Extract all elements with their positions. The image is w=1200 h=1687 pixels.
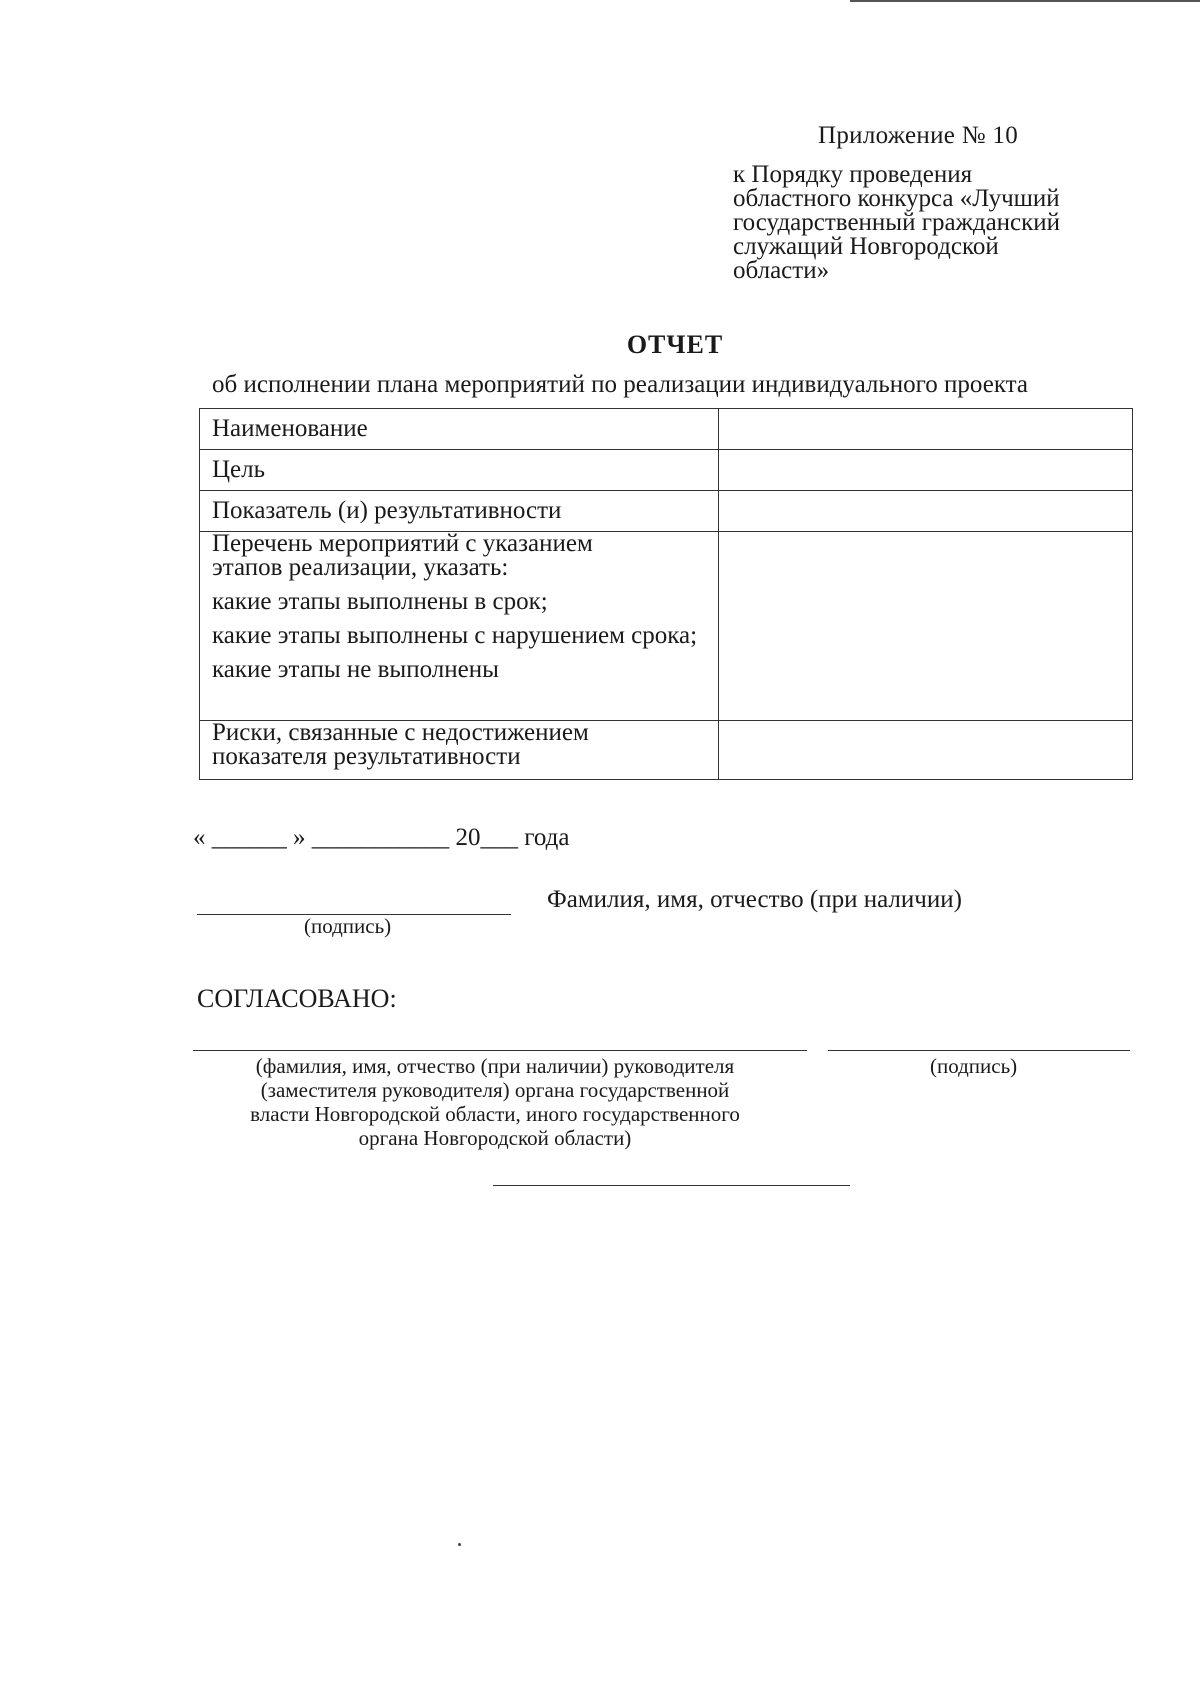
- appendix-reference: [733, 163, 1163, 283]
- table-row: [200, 532, 1133, 721]
- activities-item: какие этапы выполнены в срок;: [212, 588, 548, 615]
- row-value-activities[interactable]: [719, 532, 1133, 721]
- head-caption-line: органа Новгородской области): [358, 1126, 632, 1150]
- report-table: [199, 408, 1133, 780]
- document-subtitle: об исполнении плана мероприятий по реализации индивидуального проекта: [212, 371, 1028, 398]
- activities-line: Перечень мероприятий с указанием: [212, 530, 593, 557]
- risks-line: показателя результативности: [212, 743, 521, 770]
- table-row: [200, 450, 1133, 491]
- date-line: « ______ » ___________ 20___ года: [193, 824, 570, 851]
- row-label-name: Наименование: [200, 409, 719, 450]
- bottom-rule: [493, 1185, 850, 1186]
- table-row: [200, 721, 1133, 780]
- approval-heading: СОГЛАСОВАНО:: [197, 984, 397, 1013]
- signature-caption: (подпись): [304, 914, 392, 938]
- table-row: [200, 491, 1133, 532]
- row-label-indicators: Показатель (и) результативности: [200, 491, 719, 532]
- head-caption: [205, 1054, 785, 1150]
- appendix-line: служащий Новгородской: [733, 233, 999, 260]
- risks-line: Риски, связанные с недостижением: [212, 719, 589, 746]
- activities-item: какие этапы не выполнены: [212, 656, 499, 683]
- head-caption-line: (заместителя руководителя) органа государственной: [260, 1078, 730, 1102]
- appendix-line: областного конкурса «Лучший: [733, 185, 1060, 212]
- row-value-goal[interactable]: [719, 450, 1133, 491]
- head-caption-line: власти Новгородской области, иного государственного: [250, 1102, 740, 1126]
- appendix-line: к Порядку проведения: [733, 161, 973, 188]
- head-signature-rule[interactable]: [828, 1050, 1130, 1051]
- row-value-risks[interactable]: [719, 721, 1133, 780]
- document-title: ОТЧЕТ: [626, 330, 724, 359]
- scan-edge-rule: [850, 0, 1200, 2]
- row-value-name[interactable]: [719, 409, 1133, 450]
- appendix-line: области»: [733, 257, 830, 284]
- activities-item: какие этапы выполнены с нарушением срока;: [212, 622, 698, 649]
- scan-speck: [458, 1543, 461, 1546]
- row-label-risks: [200, 721, 719, 780]
- head-caption-line: (фамилия, имя, отчество (при наличии) руководителя: [255, 1054, 735, 1078]
- appendix-line: государственный гражданский: [733, 209, 1061, 236]
- activities-line: этапов реализации, указать:: [212, 554, 509, 581]
- row-value-indicators[interactable]: [719, 491, 1133, 532]
- fio-label: Фамилия, имя, отчество (при наличии): [547, 886, 962, 913]
- row-label-goal: Цель: [200, 450, 719, 491]
- table-row: [200, 409, 1133, 450]
- appendix-number: Приложение № 10: [818, 122, 1019, 149]
- row-label-activities: [200, 532, 719, 721]
- head-signature-caption: (подпись): [930, 1054, 1018, 1078]
- head-name-rule[interactable]: [193, 1050, 807, 1051]
